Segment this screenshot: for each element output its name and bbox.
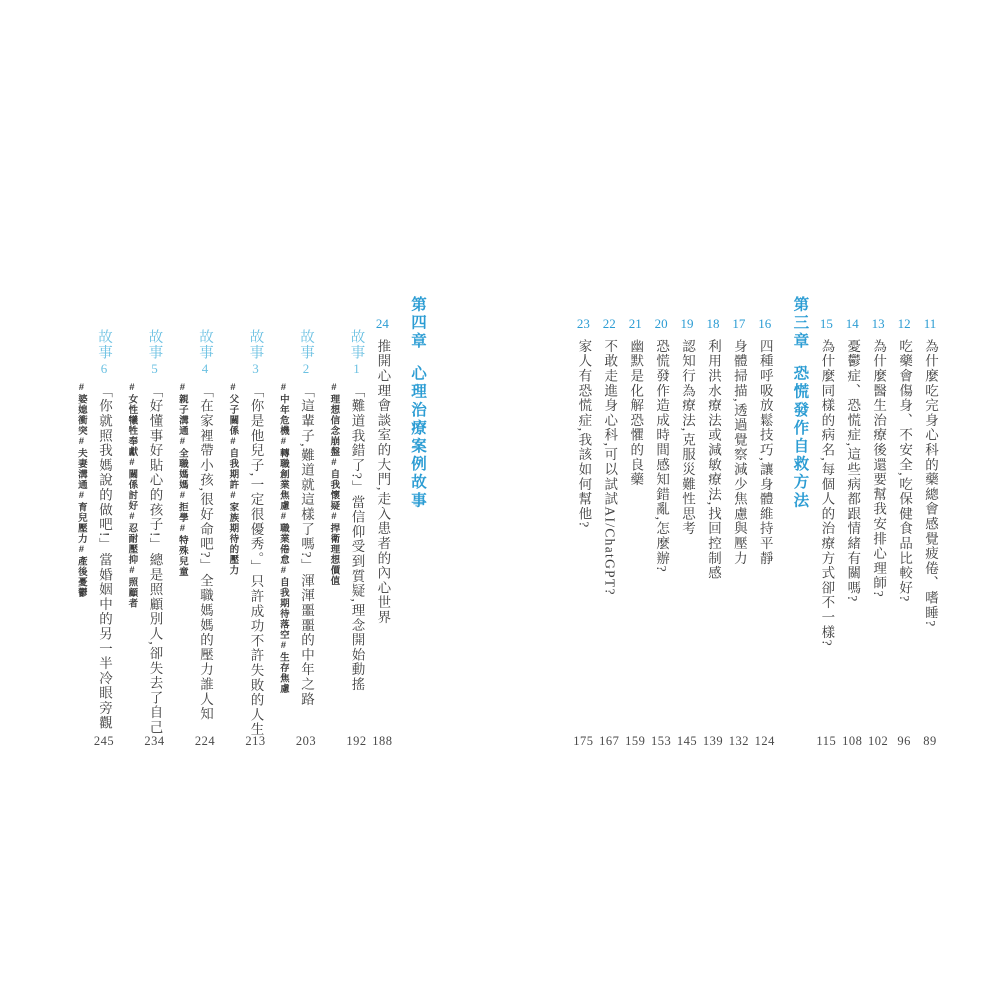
toc-entry-text [653,316,669,748]
toc-entry-text [627,316,643,748]
entry-title: 四種呼吸放鬆技巧,讓身體維持平靜 [757,339,773,566]
entry-page-number: 192 [346,734,367,748]
toc-entry-text [818,316,834,748]
entry-title: 不敢走進身心科,可以試試AI/ChatGPT? [602,339,618,596]
entry-page-number: 145 [676,734,698,748]
entry-page-number: 245 [93,734,115,748]
story-hashtags: #女性犧牲奉獻#關係討好#忍耐壓抑#照顧者 [126,382,138,609]
story-hashtags: #父子關係#自我期許#家族期待的壓力 [227,382,239,576]
story-title: 「好懂事好貼心的孩子!」總是照顧別人,卻失去了自己 [147,384,163,735]
entry-number: 24 [375,316,389,331]
entry-title: 家人有恐慌症,我該如何幫他? [576,339,592,529]
toc-entry-20 [650,296,672,748]
toc-story-6 [75,296,115,748]
chapter-title: 恐慌發作自救方法 [791,365,809,511]
toc-entry-21 [625,296,646,748]
entry-number: 21 [628,316,642,331]
entry-number: 23 [576,316,590,331]
entry-page-number: 89 [923,734,937,748]
story-hashtags: #親子溝通#全職媽媽#拒學#特殊兒童 [176,382,188,577]
story-title: 「這輩子,難道就這樣了嗎?」渾渾噩噩的中年之路 [298,384,314,707]
story-label [247,329,263,384]
entry-page-number: 96 [897,734,911,748]
story-label-text: 故事 [348,329,365,360]
story-main-text [145,296,162,748]
entry-title: 恐慌發作造成時間感知錯亂,怎麼辦? [654,339,670,573]
story-hashtags: #理想信念崩盤#自我懷疑#捍衛理想價值 [328,382,340,586]
entry-title: 幽默是化解恐懼的良藥 [628,339,644,487]
toc-entry-15 [816,296,837,748]
story-label [146,329,162,384]
story-number: 4 [201,361,209,376]
story-label [197,329,213,384]
entry-page-number: 224 [194,734,216,748]
entry-title: 為什麼醫生治療後還要幫我安排心理師? [871,339,887,598]
story-hashtags: #中年危機#轉職創業焦慮#職業倦怠#自我期待落空#生存焦慮 [277,382,289,694]
page-left [61,296,433,748]
toc-entry-16 [754,296,775,748]
toc-entry-text [374,316,390,748]
toc-entry-23 [573,296,594,748]
entry-number: 22 [602,316,616,331]
toc-entry-text [575,316,591,748]
entry-page-number: 234 [144,734,165,748]
story-main-text [196,296,213,748]
entry-page-number: 153 [650,734,672,748]
toc-entry-text [870,316,886,748]
entry-title: 身體掃描,透過覺察減少焦慮與壓力 [731,339,747,566]
toc-entry-text [844,316,860,748]
entry-number: 14 [845,316,859,331]
toc-entry-text [601,316,617,748]
story-main-text [297,296,314,748]
toc-entry-text [922,316,938,748]
entry-number: 18 [706,316,720,331]
entry-number: 15 [819,316,833,331]
chapter-3-heading [790,296,809,748]
story-label [348,329,364,384]
toc-entry-24 [372,296,393,748]
chapter-title: 心理治療案例故事 [409,365,426,511]
story-number: 6 [100,361,108,376]
story-label-text: 故事 [297,329,314,360]
story-number: 2 [302,361,310,376]
entry-title: 認知行為療法,克服災難性思考 [680,339,696,537]
entry-number: 12 [897,316,911,331]
entry-title: 利用洪水療法或減敏療法,找回控制感 [705,339,721,581]
entry-title: 為什麼同樣的病名,每個人的治療方式卻不一樣? [819,339,835,647]
story-label [96,329,112,384]
entry-number: 17 [732,316,746,331]
story-label [298,329,314,384]
toc-story-2 [277,296,317,748]
chapter-4-heading [407,296,426,748]
entry-page-number: 132 [728,734,749,748]
entry-title: 為什麼吃完身心科的藥總會感覺疲倦、嗜睡? [923,339,938,628]
toc-entry-14 [842,296,863,748]
entry-page-number: 203 [295,734,317,748]
entry-number: 16 [758,316,772,331]
toc-story-1 [328,296,365,748]
story-label-text: 故事 [95,329,112,360]
entry-page-number: 115 [816,734,837,748]
toc-entry-text [757,316,773,748]
entry-title: 憂鬱症、恐慌症,這些病都跟情緒有關嗎? [845,339,861,603]
entry-page-number: 108 [842,734,863,748]
toc-entry-text [731,316,747,748]
story-number: 1 [353,361,360,376]
story-number: 3 [252,361,259,376]
story-main-text [246,296,263,748]
entry-page-number: 139 [702,734,724,748]
entry-page-number: 167 [599,734,620,748]
story-label-text: 故事 [146,329,163,360]
toc-story-4 [176,296,216,748]
story-hashtags: #婆媳衝突#夫妻溝通#育兒壓力#產後憂鬱 [75,382,87,598]
story-title: 「在家裡帶小孩,很好命吧?」全職媽媽的壓力誰人知 [197,384,213,722]
story-title: 「你就照我媽說的做吧!」當婚姻中的另一半冷眼旁觀 [96,384,112,731]
toc-entry-text [896,316,912,748]
toc-entry-13 [868,296,889,748]
story-main-text [347,296,364,748]
chapter-number: 第三章 [791,296,809,351]
toc-entry-11 [922,296,938,748]
story-main-text [95,296,112,748]
story-number: 5 [151,361,158,376]
story-label-text: 故事 [196,329,213,360]
entry-title: 推開心理會談室的大門,走入患者的內心世界 [375,339,391,625]
entry-number: 19 [680,316,694,331]
toc-entry-text [679,316,695,748]
chapter-number: 第四章 [409,296,426,351]
toc-entry-text [705,316,721,748]
entry-page-number: 159 [625,734,646,748]
entry-number: 13 [871,316,885,331]
toc-entry-18 [702,296,724,748]
toc-story-3 [227,296,264,748]
entry-page-number: 188 [372,734,393,748]
entry-number: 11 [923,316,937,331]
entry-page-number: 213 [245,734,266,748]
entry-title: 吃藥會傷身、不安全,吃保健食品比較好? [897,339,913,603]
story-title: 「你是他兒子,一定很優秀。」只許成功不許失敗的人生 [248,384,264,738]
toc-entry-19 [676,296,698,748]
page-right [565,296,938,748]
toc-entry-17 [728,296,749,748]
toc-story-5 [126,296,163,748]
entry-page-number: 175 [573,734,594,748]
toc-entry-22 [599,296,620,748]
story-label-text: 故事 [247,329,264,360]
entry-page-number: 124 [754,734,775,748]
story-title: 「難道我錯了?」當信仰受到質疑,理念開始動搖 [349,384,365,692]
entry-number: 20 [654,316,668,331]
entry-page-number: 102 [868,734,889,748]
toc-entry-12 [896,296,912,748]
